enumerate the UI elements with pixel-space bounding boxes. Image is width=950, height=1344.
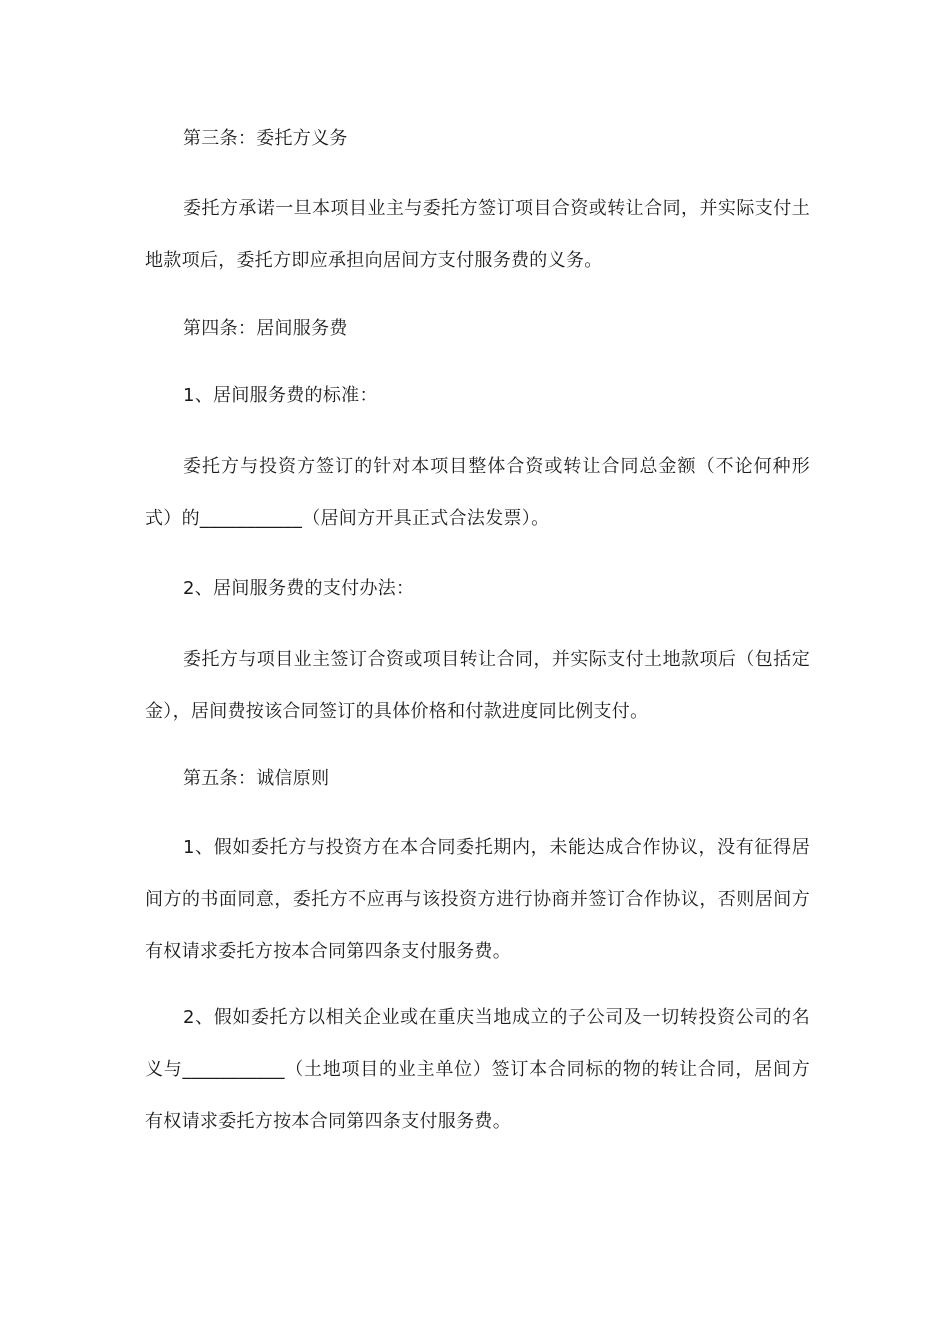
article-3-heading: 第三条：委托方义务 (183, 128, 348, 149)
fee-standard-heading: 1、居间服务费的标准： (183, 385, 378, 406)
article-3-body: 委托方承诺一旦本项目业主与委托方签订项目合资或转让合同，并实际支付土地款项后，委托方即应承担向居间方支付服务费的义务。 (145, 198, 810, 271)
fee-payment-heading: 2、居间服务费的支付办法： (183, 578, 415, 599)
good-faith-clause-2: 2、假如委托方以相关企业或在重庆当地成立的子公司及一切转投资公司的名义与___________（土地项目的业主单位）签订本合同标的物的转让合同，居间方有权请求委托方按本合同第四条支付服务费。 (145, 1007, 810, 1132)
fee-payment-body: 委托方与项目业主签订合资或项目转让合同，并实际支付土地款项后（包括定金），居间费按该合同签订的具体价格和付款进度同比例支付。 (145, 649, 810, 722)
fee-standard-body: 委托方与投资方签订的针对本项目整体合资或转让合同总金额（不论何种形式）的___________（居间方开具正式合法发票）。 (145, 456, 810, 529)
article-4-heading: 第四条：居间服务费 (183, 318, 348, 339)
article-5-heading: 第五条：诚信原则 (183, 768, 330, 789)
good-faith-clause-1: 1、假如委托方与投资方在本合同委托期内，未能达成合作协议，没有征得居间方的书面同意，委托方不应再与该投资方进行协商并签订合作协议，否则居间方有权请求委托方按本合同第四条支付服务费。 (145, 837, 810, 962)
